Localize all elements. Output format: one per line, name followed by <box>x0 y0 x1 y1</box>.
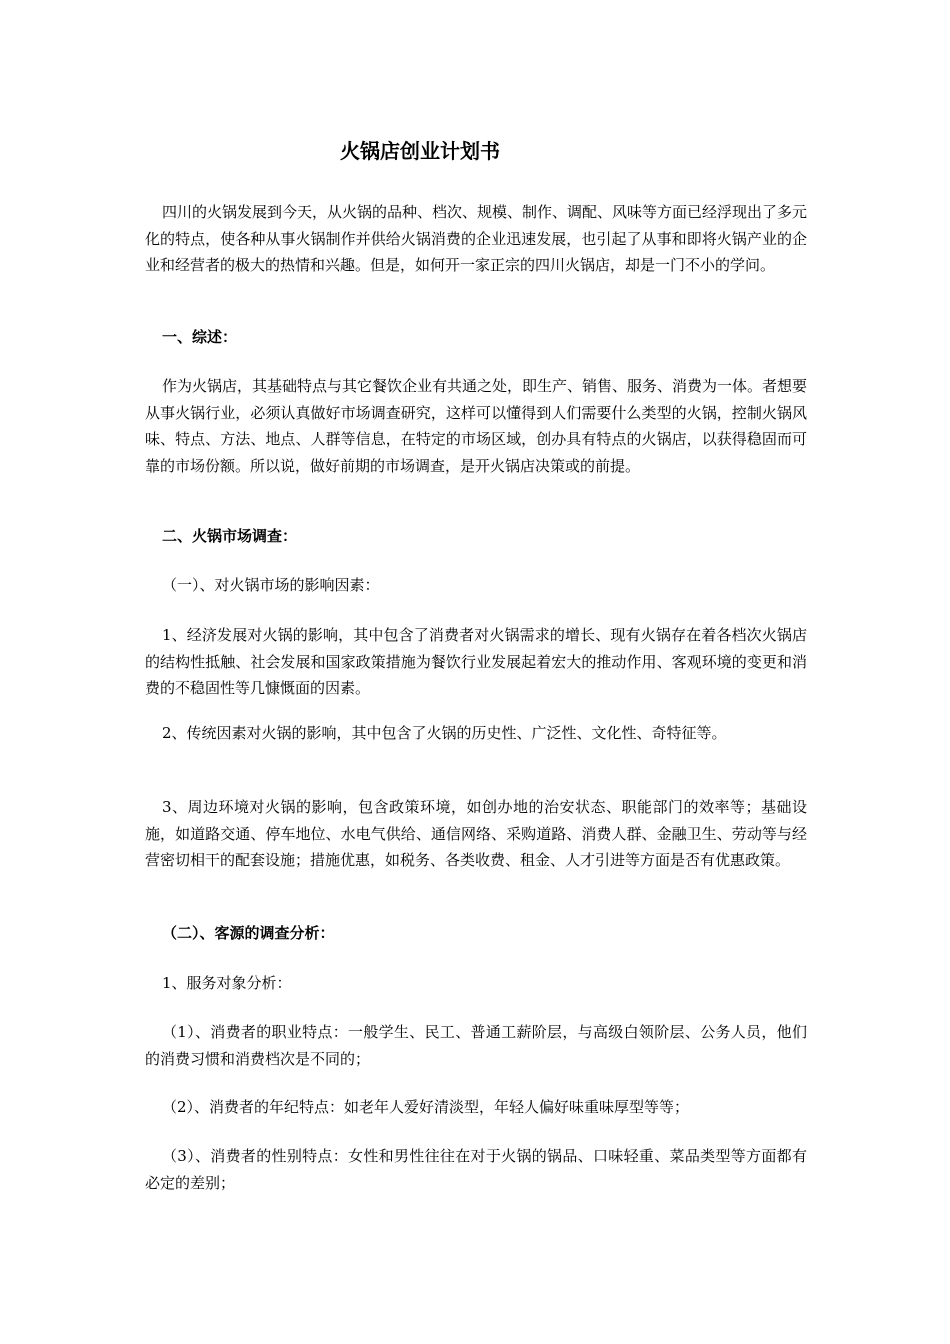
section1-paragraph: 作为火锅店，其基础特点与其它餐饮企业有共通之处，即生产、销售、服务、消费为一体。者想要从事火锅行业，必须认真做好市场调查研究，这样可以懂得到人们需要什么类型的火锅，控制火锅风味、特点、方法、地点、人群等信息，在特定的市场区域，创办具有特点的火锅店，以获得稳固而可靠的市场份额。所以说，做好前期的市场调查，是开火锅店决策或的前提。 <box>145 377 808 475</box>
subsection2-point2: （2）、消费者的年纪特点：如老年人爱好清淡型，年轻人偏好味重味厚型等等； <box>162 1098 690 1116</box>
subsection2-item1: 1、服务对象分析： <box>162 974 292 992</box>
subsection2-point1: （1）、消费者的职业特点：一般学生、民工、普通工薪阶层，与高级白领阶层、公务人员，他们的消费习惯和消费档次是不同的； <box>145 1023 807 1068</box>
subsection2-point3: （3）、消费者的性别特点：女性和男性往往在对于火锅的锅品、口味轻重、菜品类型等方面都有必定的差别； <box>145 1147 807 1192</box>
subsection1-item3: 3、周边环境对火锅的影响，包含政策环境，如创办地的治安状态、职能部门的效率等；基础设施，如道路交通、停车地位、水电气供给、通信网络、采购道路、消费人群、金融卫生、劳动等与经营密切相干的配套设施；措施优惠，如税务、各类收费、租金、人才引进等方面是否有优惠政策。 <box>145 798 807 869</box>
section2-heading: 二、火锅市场调查： <box>162 527 298 545</box>
subsection1-item2: 2、传统因素对火锅的影响，其中包含了火锅的历史性、广泛性、文化性、奇特征等。 <box>162 724 727 742</box>
intro-paragraph: 四川的火锅发展到今天，从火锅的品种、档次、规模、制作、调配、风味等方面已经浮现出了多元化的特点，使各种从事火锅制作并供给火锅消费的企业迅速发展，也引起了从事和即将火锅产业的企业和经营者的极大的热情和兴趣。但是，如何开一家正宗的四川火锅店，却是一门不小的学问。 <box>145 203 808 274</box>
section1-heading: 一、综述： <box>162 328 238 346</box>
subsection1-item1: 1、经济发展对火锅的影响，其中包含了消费者对火锅需求的增长、现有火锅存在着各档次火锅店的结构性抵触、社会发展和国家政策措施为餐饮行业发展起着宏大的推动作用、客观环境的变更和消费的不稳固性等几慷慨面的因素。 <box>145 626 807 697</box>
document-title: 火锅店创业计划书 <box>340 139 500 164</box>
subsection1-heading: （一）、对火锅市场的影响因素： <box>162 576 380 594</box>
subsection2-heading: （二）、客源的调查分析： <box>162 924 335 942</box>
